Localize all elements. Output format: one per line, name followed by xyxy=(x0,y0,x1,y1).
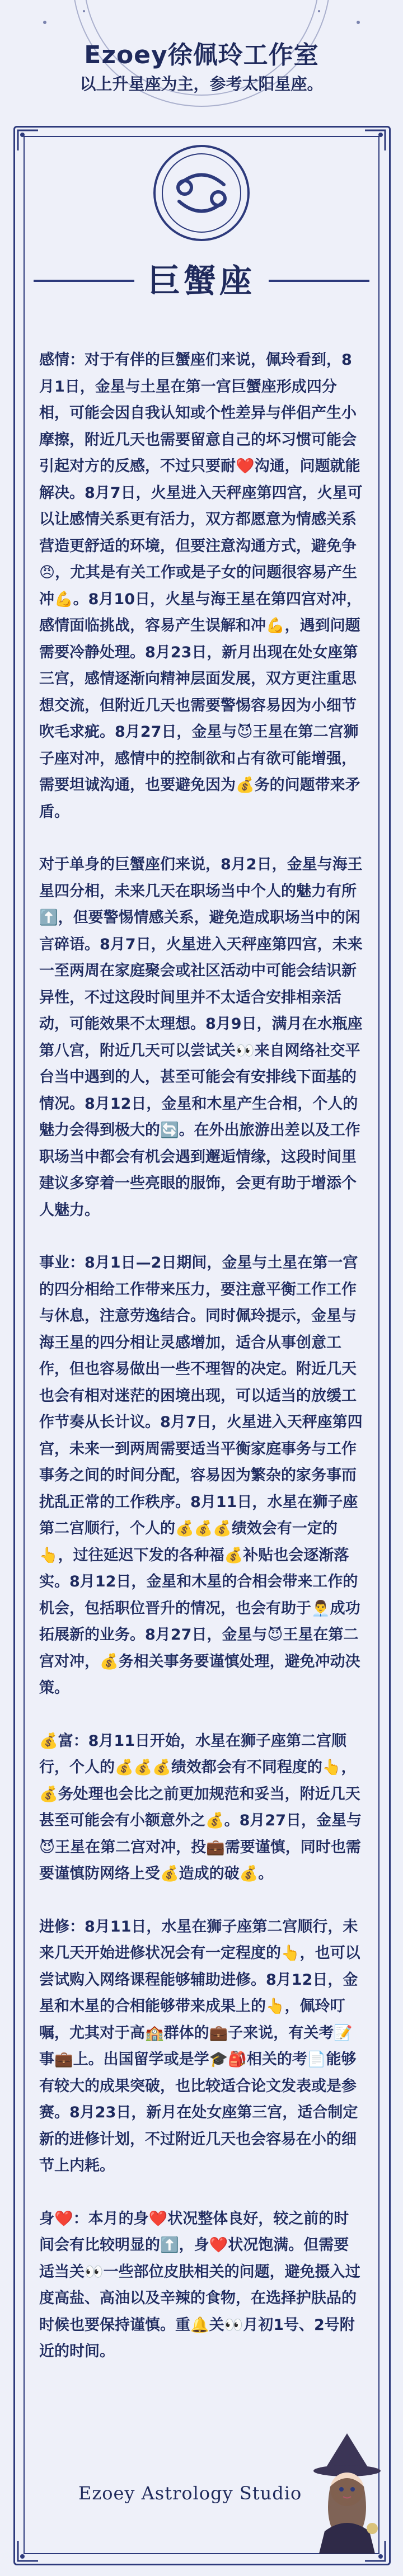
section-love-single: 对于单身的巨蟹座们来说，8月2日，金星与海王星四分相，未来几天在职场当中个人的魅力有所⬆️，但要警惕情感关系，避免造成职场当中的闲言碎语。8月7日，火星进入天秤座第四宫，未来一至两周在家庭聚会或社区活动中可能会结识新异性，不过这段时间里并不太适合安排相亲活动，可能效果不太理想。8月9日，满月在水瓶座第八宫，附近几天可以尝试关👀来自网络社交平台当中遇到的人，甚至可能会有安排线下面基的情况。8月12日，金星和木星产生合相，个人的魅力会得到极大的🔄。在外出旅游出差以及工作职场当中都会有机会遇到邂逅情缘，这段时间里建议多穿着一些亮眼的服饰，会更有助于增添个人魅力。 xyxy=(39,856,363,1219)
witch-illustration-icon xyxy=(302,2431,392,2554)
section-spacer xyxy=(39,1702,364,1728)
header xyxy=(0,0,403,140)
horoscope-content xyxy=(39,347,364,2365)
sign-header xyxy=(0,143,403,310)
section-study: 进修：8月11日，水星在狮子座第二宫顺行，未来几天开始进修状况会有一定程度的👆，也可以尝试购入网络课程能够辅助进修。8月12日，金星和木星的合相能够带来成果上的👆，佩玲叮嘱，尤其对于高🏫群体的💼子来说，有关考📝事💼上。出国留学或是学🎓🎒相关的考📄能够有较大的成果突破，也比较适合论文发表或是参赛。8月23日，新月在处女座第三宫，适合制定新的进修计划，不过附近几天也会容易在小的细节上内耗。 xyxy=(39,1918,360,2174)
cancer-emblem-icon xyxy=(151,143,252,243)
corner-ornament-bl xyxy=(17,2540,39,2562)
section-spacer xyxy=(39,1887,364,1914)
subtitle: 以上升星座为主，参考太阳星座。 xyxy=(79,74,324,93)
studio-title: Ezoey徐佩玲工作室 xyxy=(84,41,319,69)
sign-title: 巨蟹座 xyxy=(147,262,255,300)
section-spacer xyxy=(39,825,364,851)
section-health: 身❤️：本月的身❤️状况整体良好，较之前的时间会有比较明显的⬆️，身❤️状况饱满。但需要适当关👀一些部位皮肤相关的问题，避免摄入过度高盐、高油以及辛辣的食物，在选择护肤品的时候也要保持谨慎。重🔔关👀月初1号、2号附近的时间。 xyxy=(39,2210,360,2360)
section-spacer xyxy=(39,2179,364,2206)
section-spacer xyxy=(39,1223,364,1250)
section-love-couple: 感情：对于有伴的巨蟹座们来说，佩玲看到，8月1日，金星与土星在第一宫巨蟹座形成四分相，可能会因自我认知或个性差异与伴侣产生小摩擦，附近几天也需要留意自己的坏习惯可能会引起对方的反感，不过只要耐❤️沟通，问题就能解决。8月7日，火星进入天秤座第四宫，火星可以让感情关系更有活力，双方都愿意为情感关系营造更舒适的环境，但要注意沟通方式，避免争😠，尤其是有关工作或是子女的问题很容易产生冲💪。8月10日，火星与海王星在第四宫对冲，感情面临挑战，容易产生误解和冲💪，遇到问题需要冷静处理。8月23日，新月出现在处女座第三宫，感情逐渐向精神层面发展，双方更注重思想交流，但附近几天也需要警惕容易因为小细节吹毛求疵。8月27日，金星与😈王星在第二宫狮子座对冲，感情中的控制欲和占有欲可能增强，需要坦诚沟通，也要避免因为💰务的问题带来矛盾。 xyxy=(39,351,363,821)
section-career: 事业：8月1日—2日期间，金星与土星在第一宫的四分相给工作带来压力，要注意平衡工作工作与休息，注意劳逸结合。同时佩玲提示，金星与海王星的四分相让灵感增加，适合从事创意工作，但也容易做出一些不理智的决定。附近几天也会有相对迷茫的困境出现，可以适当的放缓工作节奏从长计议。8月7日，火星进入天秤座第四宫，未来一到两周需要适当平衡家庭事务与工作事务之间的时间分配，容易因为繁杂的家务事而扰乱正常的工作秩序。8月11日，水星在狮子座第二宫顺行，个人的💰💰💰绩效会有一定的👆，过往延迟下发的各种福💰补贴也会逐渐落实。8月12日，金星和木星的合相会带来工作的机会，包括职位晋升的情况，也会有助于👨‍💼成功拓展新的业务。8月27日，金星与😈王星在第二宫对冲，💰务相关事务要谨慎处理，避免冲动决策。 xyxy=(39,1254,363,1697)
section-wealth: 💰富：8月11日开始，水星在狮子座第二宫顺行，个人的💰💰💰绩效都会有不同程度的👆，💰务处理也会比之前更加规范和妥当，附近几天甚至可能会有小额意外之💰。8月27日，金星与😈王星在第二宫对冲，投💼需要谨慎，同时也需要谨慎防网络上受💰造成的破💰。 xyxy=(39,1732,362,1882)
footer-brand: Ezoey Astrology Studio xyxy=(78,2483,302,2504)
